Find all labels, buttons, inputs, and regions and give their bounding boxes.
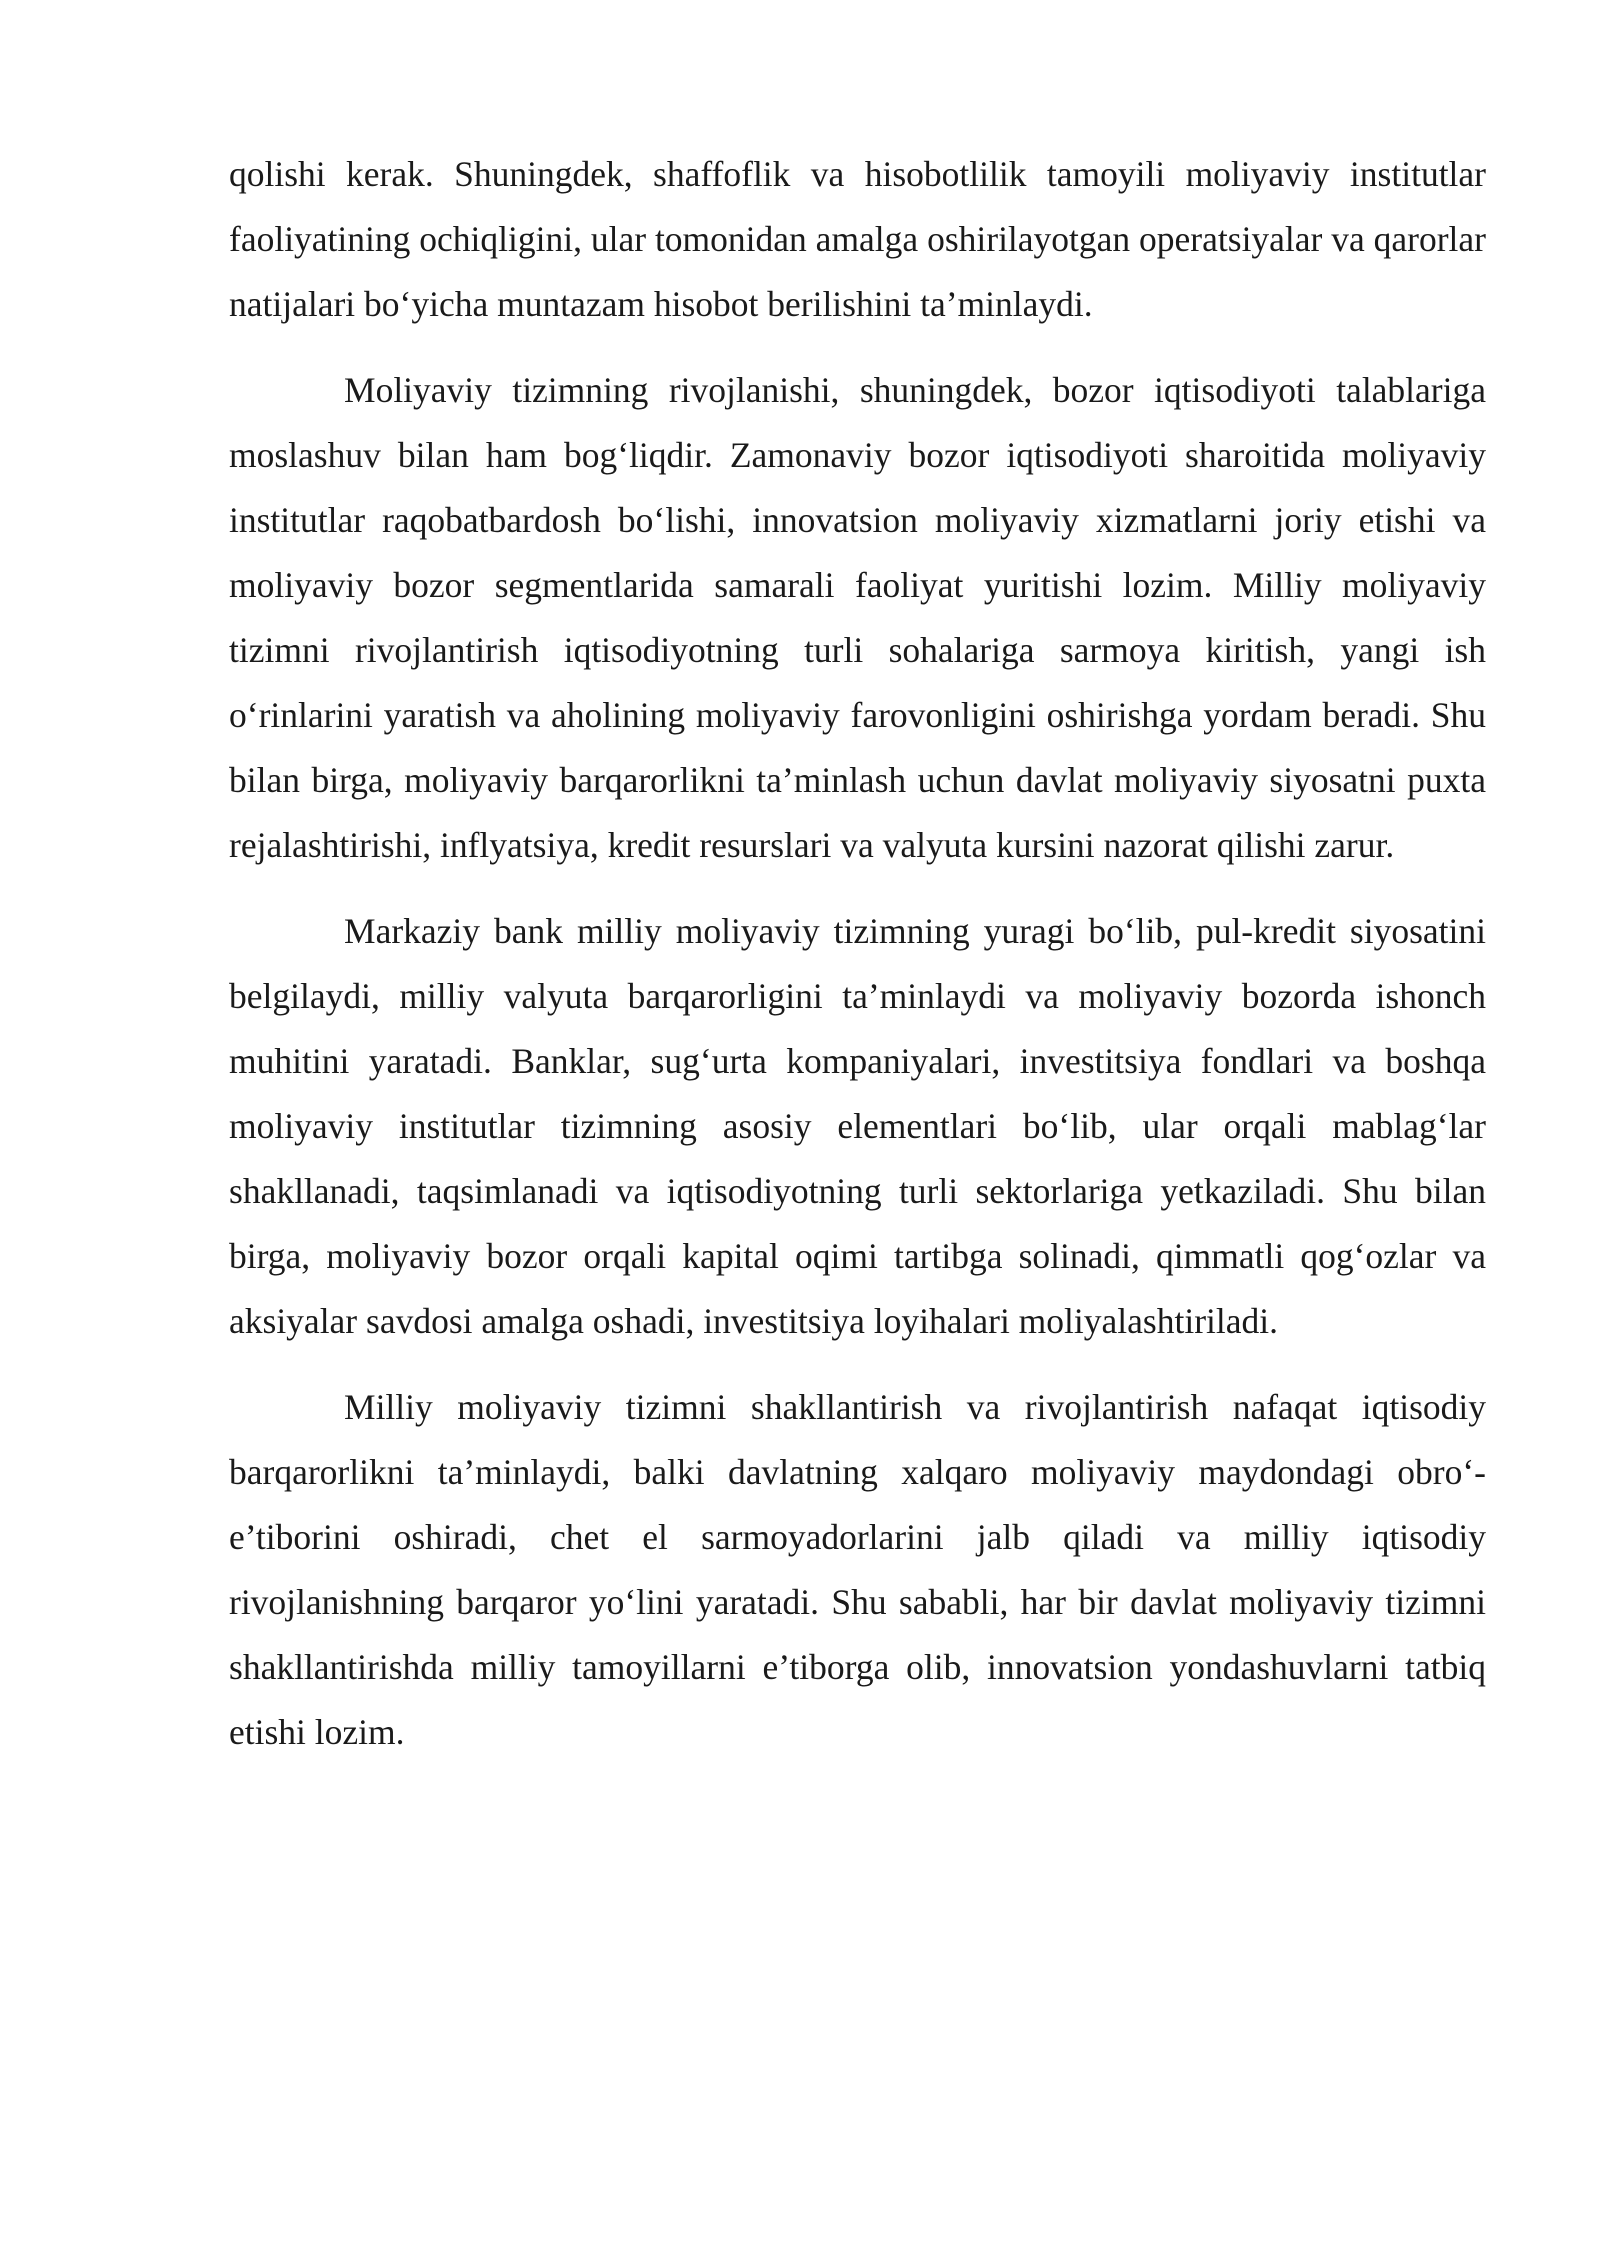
body-text [229, 142, 1486, 1786]
paragraph-national-financial-system: Milliy moliyaviy tizimni shakllantirish va rivojlantirish nafaqat iqtisodiy barqarorlikni ta’minlaydi, balki davlatning xalqaro moliyaviy maydondagi obro‘-e’tiborini oshiradi, chet el sarmoyadorlarini jalb qiladi va milliy iqtisodiy rivojlanishning barqaror yo‘lini yaratadi. Shu sababli, har bir davlat moliyaviy tizimni shakllantirishda milliy tamoyillarni e’tiborga olib, innovatsion yondashuvlarni tatbiq etishi lozim. [229, 1387, 1486, 1752]
paragraph-central-bank: Markaziy bank milliy moliyaviy tizimning yuragi bo‘lib, pul-kredit siyosatini belgilaydi, milliy valyuta barqarorligini ta’minlaydi va moliyaviy bozorda ishonch muhitini yaratadi. Banklar, sug‘urta kompaniyalari, investitsiya fondlari va boshqa moliyaviy institutlar tizimning asosiy elementlari bo‘lib, ular orqali mablag‘lar shakllanadi, taqsimlanadi va iqtisodiyotning turli sektorlariga yetkaziladi. Shu bilan birga, moliyaviy bozor orqali kapital oqimi tartibga solinadi, qimmatli qog‘ozlar va aksiyalar savdosi amalga oshadi, investitsiya loyihalari moliyalashtiriladi. [229, 911, 1486, 1341]
paragraph-continuation: qolishi kerak. Shuningdek, shaffoflik va hisobotlilik tamoyili moliyaviy institutlar faoliyatining ochiqligini, ular tomonidan amalga oshirilayotgan operatsiyalar va qarorlar natijalari bo‘yicha muntazam hisobot berilishini ta’minlaydi. [229, 154, 1486, 324]
paragraph-financial-system-development: Moliyaviy tizimning rivojlanishi, shuningdek, bozor iqtisodiyoti talablariga moslashuv bilan ham bog‘liqdir. Zamonaviy bozor iqtisodiyoti sharoitida moliyaviy institutlar raqobatbardosh bo‘lishi, innovatsion moliyaviy xizmatlarni joriy etishi va moliyaviy bozor segmentlarida samarali faoliyat yuritishi lozim. Milliy moliyaviy tizimni rivojlantirish iqtisodiyotning turli sohalariga sarmoya kiritish, yangi ish o‘rinlarini yaratish va aholining moliyaviy farovonligini oshirishga yordam beradi. Shu bilan birga, moliyaviy barqarorlikni ta’minlash uchun davlat moliyaviy siyosatni puxta rejalashtirishi, inflyatsiya, kredit resurslari va valyuta kursini nazorat qilishi zarur. [229, 370, 1486, 865]
